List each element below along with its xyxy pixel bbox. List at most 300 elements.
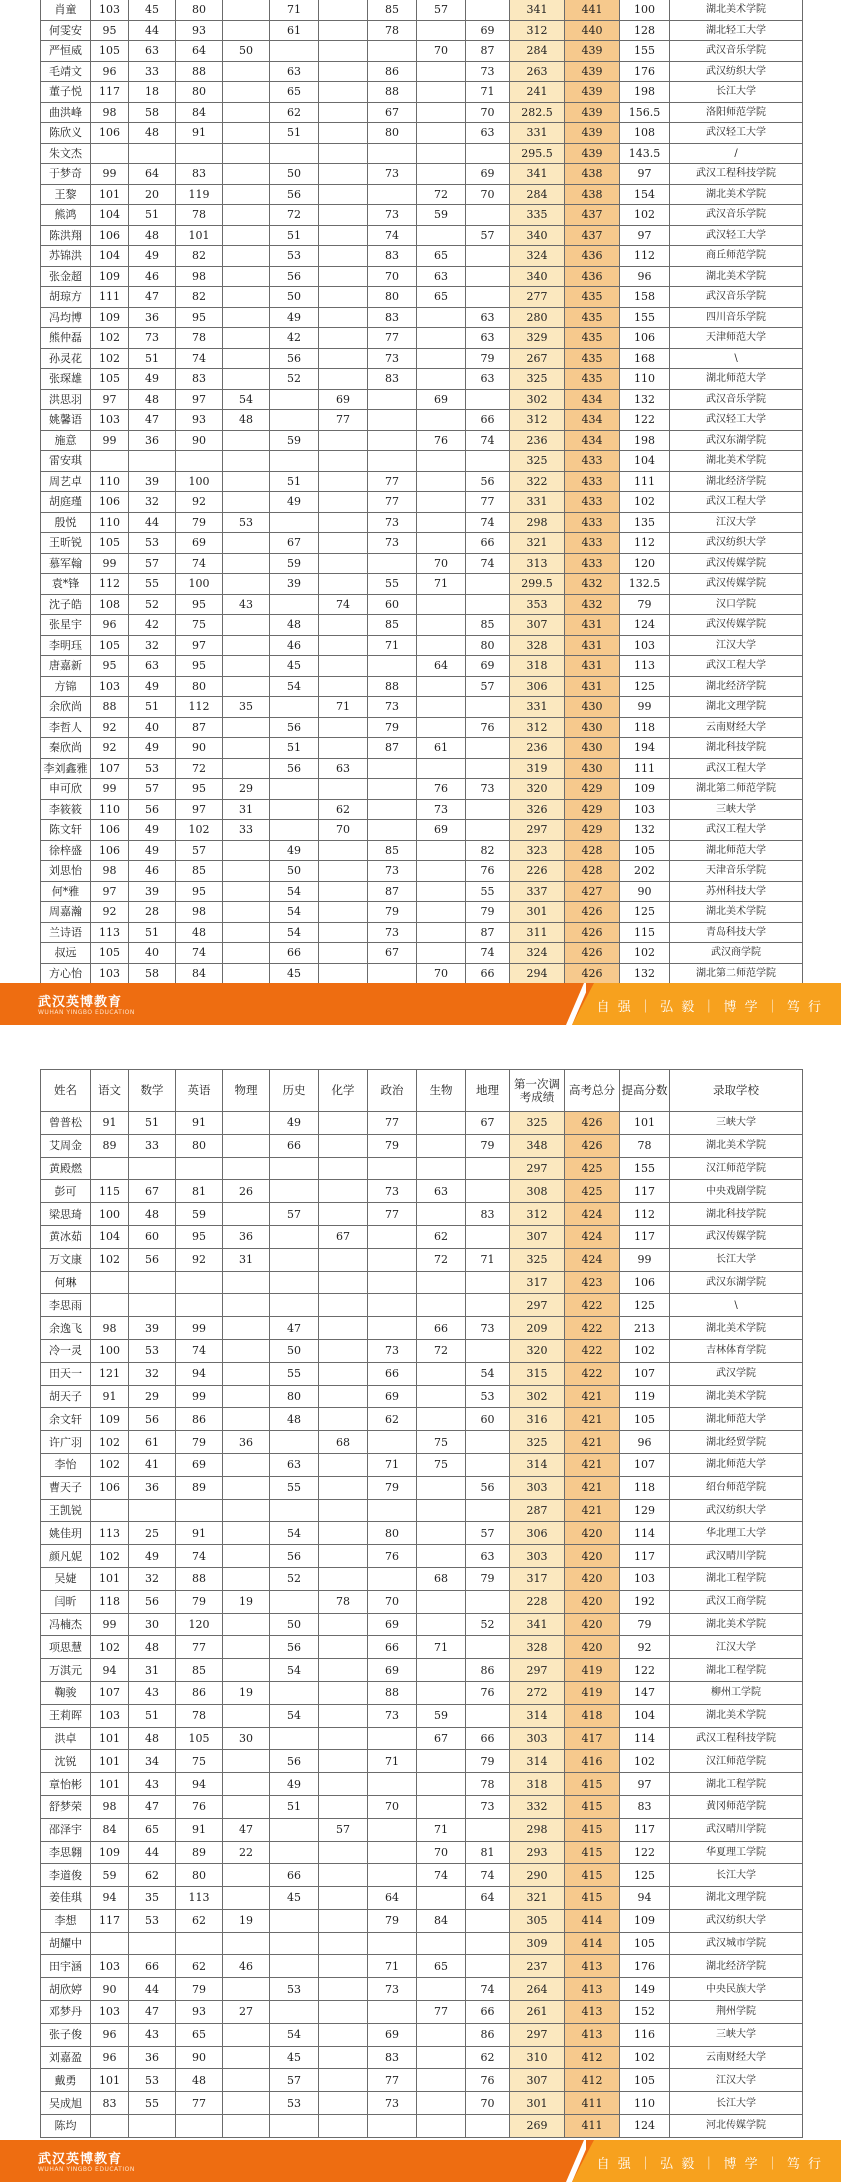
student-name-cell: 李筱筱 <box>41 799 91 820</box>
admitted-school-cell: 湖北工程学院 <box>670 1773 803 1796</box>
table-row <box>41 1955 803 1978</box>
math-cell: 33 <box>129 61 176 82</box>
admitted-school-cell: 湖北美术学院 <box>670 0 803 20</box>
politics-cell: 79 <box>368 902 417 923</box>
chinese-cell <box>91 143 129 164</box>
english-cell: 57 <box>176 840 223 861</box>
geography-cell: 74 <box>466 430 510 451</box>
table-row <box>41 2001 803 2024</box>
geography-cell <box>466 1339 510 1362</box>
admitted-school-cell: 河北传媒学院 <box>670 2115 803 2138</box>
politics-cell <box>368 1499 417 1522</box>
table-row <box>41 1180 803 1203</box>
biology-cell <box>417 533 466 554</box>
politics-cell: 70 <box>368 1590 417 1613</box>
first-mock-score-cell: 341 <box>510 164 565 185</box>
student-name-cell: 鞠骏 <box>41 1681 91 1704</box>
politics-cell: 67 <box>368 102 417 123</box>
gaokao-total-cell: 424 <box>565 1225 620 1248</box>
score-gain-cell: 78 <box>620 1134 670 1157</box>
chinese-cell: 94 <box>91 1659 129 1682</box>
politics-cell: 85 <box>368 840 417 861</box>
math-cell: 51 <box>129 348 176 369</box>
math-cell: 64 <box>129 164 176 185</box>
politics-cell: 88 <box>368 82 417 103</box>
biology-cell <box>417 2023 466 2046</box>
chinese-cell: 104 <box>91 205 129 226</box>
student-name-cell: 曾普松 <box>41 1112 91 1135</box>
chemistry-cell <box>319 20 368 41</box>
table-row <box>41 1909 803 1932</box>
first-mock-score-cell: 297 <box>510 1659 565 1682</box>
biology-cell: 76 <box>417 779 466 800</box>
column-header: 政治 <box>368 1070 417 1112</box>
chinese-cell: 113 <box>91 1522 129 1545</box>
physics-cell: 19 <box>223 1590 270 1613</box>
biology-cell <box>417 328 466 349</box>
gaokao-total-cell: 433 <box>565 553 620 574</box>
student-name-cell: 田天一 <box>41 1362 91 1385</box>
chinese-cell: 98 <box>91 861 129 882</box>
student-name-cell: 曹天子 <box>41 1476 91 1499</box>
table-row <box>41 369 803 390</box>
biology-cell <box>417 1545 466 1568</box>
physics-cell <box>223 102 270 123</box>
english-cell: 82 <box>176 246 223 267</box>
gaokao-total-cell: 418 <box>565 1704 620 1727</box>
admitted-school-cell: 湖北第二师范学院 <box>670 963 803 984</box>
biology-cell <box>417 881 466 902</box>
history-cell: 65 <box>270 82 319 103</box>
score-gain-cell: 132.5 <box>620 574 670 595</box>
score-gain-cell: 125 <box>620 902 670 923</box>
gaokao-total-cell: 437 <box>565 205 620 226</box>
first-mock-score-cell: 264 <box>510 1978 565 2001</box>
english-cell <box>176 143 223 164</box>
math-cell: 66 <box>129 1955 176 1978</box>
gaokao-total-cell: 416 <box>565 1750 620 1773</box>
politics-cell <box>368 820 417 841</box>
physics-cell <box>223 164 270 185</box>
physics-cell <box>223 1499 270 1522</box>
student-name-cell: 张子俊 <box>41 2023 91 2046</box>
chemistry-cell <box>319 676 368 697</box>
admitted-school-cell: 长江大学 <box>670 82 803 103</box>
math-cell: 44 <box>129 512 176 533</box>
student-name-cell: 何雯安 <box>41 20 91 41</box>
math-cell: 43 <box>129 1681 176 1704</box>
geography-cell <box>466 0 510 20</box>
english-cell: 83 <box>176 164 223 185</box>
politics-cell <box>368 656 417 677</box>
history-cell <box>270 779 319 800</box>
table-row <box>41 102 803 123</box>
history-cell: 53 <box>270 246 319 267</box>
first-mock-score-cell: 298 <box>510 512 565 533</box>
score-gain-cell: 120 <box>620 553 670 574</box>
history-cell <box>270 594 319 615</box>
physics-cell <box>223 1636 270 1659</box>
first-mock-score-cell: 314 <box>510 1750 565 1773</box>
history-cell: 53 <box>270 2092 319 2115</box>
admitted-school-cell: 云南财经大学 <box>670 2046 803 2069</box>
chinese-cell: 107 <box>91 758 129 779</box>
admitted-school-cell: 湖北科技学院 <box>670 738 803 759</box>
biology-cell: 71 <box>417 574 466 595</box>
chinese-cell <box>91 1157 129 1180</box>
english-cell: 119 <box>176 184 223 205</box>
gaokao-total-cell: 433 <box>565 451 620 472</box>
gaokao-total-cell: 435 <box>565 307 620 328</box>
biology-cell: 71 <box>417 1818 466 1841</box>
english-cell: 90 <box>176 430 223 451</box>
politics-cell: 64 <box>368 1887 417 1910</box>
admitted-school-cell: 中央民族大学 <box>670 1978 803 2001</box>
math-cell: 62 <box>129 1864 176 1887</box>
math-cell: 28 <box>129 902 176 923</box>
politics-cell: 62 <box>368 1408 417 1431</box>
table-row <box>41 1134 803 1157</box>
history-cell: 63 <box>270 61 319 82</box>
column-header: 提高分数 <box>620 1070 670 1112</box>
history-cell <box>270 820 319 841</box>
admitted-school-cell: 武汉传媒学院 <box>670 574 803 595</box>
student-name-cell: 陈洪翔 <box>41 225 91 246</box>
english-cell: 79 <box>176 1431 223 1454</box>
score-gain-cell: 117 <box>620 1180 670 1203</box>
math-cell: 18 <box>129 82 176 103</box>
column-header: 高考总分 <box>565 1070 620 1112</box>
chinese-cell: 97 <box>91 881 129 902</box>
chinese-cell <box>91 1932 129 1955</box>
chemistry-cell: 78 <box>319 1590 368 1613</box>
chinese-cell: 106 <box>91 820 129 841</box>
geography-cell: 74 <box>466 943 510 964</box>
english-cell: 78 <box>176 1704 223 1727</box>
admitted-school-cell: 湖北文理学院 <box>670 1887 803 1910</box>
chemistry-cell <box>319 1408 368 1431</box>
biology-cell <box>417 164 466 185</box>
geography-cell <box>466 451 510 472</box>
gaokao-total-cell: 424 <box>565 1203 620 1226</box>
geography-cell: 79 <box>466 1750 510 1773</box>
chemistry-cell <box>319 1681 368 1704</box>
physics-cell <box>223 2092 270 2115</box>
history-cell: 71 <box>270 0 319 20</box>
admitted-school-cell: 武汉音乐学院 <box>670 41 803 62</box>
english-cell: 89 <box>176 1841 223 1864</box>
chemistry-cell <box>319 1476 368 1499</box>
first-mock-score-cell: 301 <box>510 902 565 923</box>
score-gain-cell: 92 <box>620 1636 670 1659</box>
gaokao-total-cell: 428 <box>565 861 620 882</box>
column-header: 物理 <box>223 1070 270 1112</box>
score-gain-cell: 97 <box>620 1773 670 1796</box>
student-name-cell: 肖童 <box>41 0 91 20</box>
first-mock-score-cell: 267 <box>510 348 565 369</box>
politics-cell: 73 <box>368 861 417 882</box>
score-gain-cell: 176 <box>620 1955 670 1978</box>
math-cell: 46 <box>129 861 176 882</box>
admitted-school-cell: 汉口学院 <box>670 594 803 615</box>
admitted-school-cell: 湖北工程学院 <box>670 1567 803 1590</box>
biology-cell <box>417 451 466 472</box>
math-cell: 47 <box>129 2001 176 2024</box>
gaokao-total-cell: 433 <box>565 492 620 513</box>
first-mock-score-cell: 302 <box>510 1385 565 1408</box>
biology-cell: 72 <box>417 184 466 205</box>
table-row <box>41 615 803 636</box>
english-cell: 98 <box>176 902 223 923</box>
first-mock-score-cell: 308 <box>510 1180 565 1203</box>
gaokao-total-cell: 413 <box>565 1978 620 2001</box>
chinese-cell: 102 <box>91 328 129 349</box>
table-row <box>41 574 803 595</box>
geography-cell <box>466 205 510 226</box>
admitted-school-cell: 武汉传媒学院 <box>670 1225 803 1248</box>
score-gain-cell: 152 <box>620 2001 670 2024</box>
chinese-cell: 107 <box>91 1681 129 1704</box>
gaokao-total-cell: 429 <box>565 779 620 800</box>
column-header: 录取学校 <box>670 1070 803 1112</box>
chinese-cell <box>91 2115 129 2138</box>
gaokao-total-cell: 422 <box>565 1317 620 1340</box>
student-name-cell: 李刘鑫雅 <box>41 758 91 779</box>
score-gain-cell: 90 <box>620 881 670 902</box>
chemistry-cell <box>319 1704 368 1727</box>
history-cell: 49 <box>270 1112 319 1135</box>
english-cell: 69 <box>176 1453 223 1476</box>
admitted-school-cell: 湖北师范大学 <box>670 840 803 861</box>
physics-cell <box>223 533 270 554</box>
politics-cell <box>368 430 417 451</box>
physics-cell: 35 <box>223 697 270 718</box>
geography-cell: 82 <box>466 840 510 861</box>
english-cell: 79 <box>176 1978 223 2001</box>
geography-cell: 79 <box>466 902 510 923</box>
math-cell: 51 <box>129 1704 176 1727</box>
chemistry-cell: 77 <box>319 410 368 431</box>
biology-cell <box>417 902 466 923</box>
table-row <box>41 20 803 41</box>
score-gain-cell: 168 <box>620 348 670 369</box>
gaokao-total-cell: 435 <box>565 287 620 308</box>
biology-cell <box>417 1157 466 1180</box>
student-name-cell: 王莉晖 <box>41 1704 91 1727</box>
geography-cell: 67 <box>466 1112 510 1135</box>
politics-cell: 73 <box>368 1704 417 1727</box>
math-cell: 36 <box>129 430 176 451</box>
student-name-cell: 胡欣婷 <box>41 1978 91 2001</box>
chemistry-cell <box>319 533 368 554</box>
chinese-cell <box>91 1294 129 1317</box>
history-cell: 51 <box>270 738 319 759</box>
chemistry-cell <box>319 1339 368 1362</box>
math-cell <box>129 2115 176 2138</box>
physics-cell <box>223 963 270 984</box>
english-cell: 89 <box>176 1476 223 1499</box>
politics-cell <box>368 1294 417 1317</box>
physics-cell: 22 <box>223 1841 270 1864</box>
chinese-cell: 97 <box>91 389 129 410</box>
chemistry-cell <box>319 2115 368 2138</box>
student-name-cell: 于梦奇 <box>41 164 91 185</box>
admitted-school-cell: 江汉大学 <box>670 512 803 533</box>
admitted-school-cell: 湖北美术学院 <box>670 902 803 923</box>
biology-cell <box>417 492 466 513</box>
column-header: 语文 <box>91 1070 129 1112</box>
geography-cell <box>466 799 510 820</box>
biology-cell <box>417 840 466 861</box>
chinese-cell: 106 <box>91 225 129 246</box>
geography-cell <box>466 758 510 779</box>
chemistry-cell <box>319 225 368 246</box>
chemistry-cell <box>319 1317 368 1340</box>
english-cell: 101 <box>176 225 223 246</box>
math-cell: 43 <box>129 2023 176 2046</box>
math-cell: 51 <box>129 922 176 943</box>
history-cell <box>270 1294 319 1317</box>
math-cell <box>129 1271 176 1294</box>
table-row <box>41 881 803 902</box>
admitted-school-cell: 湖北经贸学院 <box>670 1431 803 1454</box>
politics-cell: 85 <box>368 615 417 636</box>
history-cell: 56 <box>270 1636 319 1659</box>
score-gain-cell: 105 <box>620 840 670 861</box>
physics-cell <box>223 492 270 513</box>
first-mock-score-cell: 324 <box>510 943 565 964</box>
chemistry-cell: 62 <box>319 799 368 820</box>
gaokao-total-cell: 432 <box>565 574 620 595</box>
student-name-cell: 胡天子 <box>41 1385 91 1408</box>
gaokao-total-cell: 421 <box>565 1431 620 1454</box>
first-mock-score-cell: 314 <box>510 1453 565 1476</box>
first-mock-score-cell: 332 <box>510 1795 565 1818</box>
biology-cell <box>417 1795 466 1818</box>
student-name-cell: 周嘉瀚 <box>41 902 91 923</box>
math-cell: 57 <box>129 779 176 800</box>
biology-cell <box>417 922 466 943</box>
score-gain-cell: 155 <box>620 307 670 328</box>
physics-cell: 50 <box>223 41 270 62</box>
chinese-cell: 103 <box>91 0 129 20</box>
student-name-cell: 张金超 <box>41 266 91 287</box>
score-sheet-page-1 <box>0 0 841 1016</box>
math-cell: 31 <box>129 1659 176 1682</box>
geography-cell: 63 <box>466 307 510 328</box>
student-name-cell: 胡耀中 <box>41 1932 91 1955</box>
first-mock-score-cell: 293 <box>510 1841 565 1864</box>
chinese-cell: 99 <box>91 1613 129 1636</box>
student-name-cell: 舒梦荣 <box>41 1795 91 1818</box>
politics-cell: 70 <box>368 266 417 287</box>
gaokao-total-cell: 431 <box>565 635 620 656</box>
chemistry-cell <box>319 1750 368 1773</box>
english-cell: 95 <box>176 656 223 677</box>
student-name-cell: 余欣尚 <box>41 697 91 718</box>
biology-cell <box>417 943 466 964</box>
physics-cell <box>223 1864 270 1887</box>
admitted-school-cell: 长江大学 <box>670 2092 803 2115</box>
history-cell <box>270 1955 319 1978</box>
geography-cell: 76 <box>466 861 510 882</box>
first-mock-score-cell: 297 <box>510 820 565 841</box>
biology-cell: 59 <box>417 205 466 226</box>
first-mock-score-cell: 348 <box>510 1134 565 1157</box>
first-mock-score-cell: 299.5 <box>510 574 565 595</box>
student-name-cell: 陈欣义 <box>41 123 91 144</box>
gaokao-total-cell: 415 <box>565 1841 620 1864</box>
admitted-school-cell: 武汉东湖学院 <box>670 430 803 451</box>
politics-cell: 77 <box>368 492 417 513</box>
history-cell <box>270 1909 319 1932</box>
student-name-cell: 姚馨语 <box>41 410 91 431</box>
chemistry-cell <box>319 41 368 62</box>
first-mock-score-cell: 302 <box>510 389 565 410</box>
admitted-school-cell: 三峡大学 <box>670 799 803 820</box>
chinese-cell: 105 <box>91 369 129 390</box>
score-gain-cell: 99 <box>620 1248 670 1271</box>
chinese-cell: 96 <box>91 2023 129 2046</box>
table-row <box>41 1248 803 1271</box>
table-row <box>41 717 803 738</box>
score-table-page-2 <box>40 1069 803 2138</box>
score-gain-cell: 114 <box>620 1727 670 1750</box>
physics-cell <box>223 61 270 82</box>
history-cell: 55 <box>270 1476 319 1499</box>
chemistry-cell <box>319 492 368 513</box>
table-row <box>41 205 803 226</box>
history-cell: 51 <box>270 1795 319 1818</box>
english-cell: 74 <box>176 553 223 574</box>
physics-cell <box>223 1453 270 1476</box>
physics-cell <box>223 1476 270 1499</box>
chemistry-cell <box>319 717 368 738</box>
biology-cell <box>417 594 466 615</box>
geography-cell: 64 <box>466 1887 510 1910</box>
admitted-school-cell: 吉林体育学院 <box>670 1339 803 1362</box>
table-row <box>41 779 803 800</box>
first-mock-score-cell: 321 <box>510 533 565 554</box>
politics-cell <box>368 2115 417 2138</box>
score-gain-cell: 111 <box>620 471 670 492</box>
table-header-row <box>41 1070 803 1112</box>
student-name-cell: 叔远 <box>41 943 91 964</box>
table-row <box>41 430 803 451</box>
geography-cell <box>466 1590 510 1613</box>
math-cell: 56 <box>129 799 176 820</box>
geography-cell: 77 <box>466 492 510 513</box>
admitted-school-cell: \ <box>670 348 803 369</box>
physics-cell <box>223 553 270 574</box>
math-cell: 53 <box>129 2069 176 2092</box>
admitted-school-cell: 湖北美术学院 <box>670 1134 803 1157</box>
score-gain-cell: 97 <box>620 225 670 246</box>
physics-cell <box>223 1134 270 1157</box>
physics-cell: 48 <box>223 410 270 431</box>
english-cell: 100 <box>176 574 223 595</box>
score-gain-cell: 83 <box>620 1795 670 1818</box>
biology-cell: 72 <box>417 1339 466 1362</box>
chemistry-cell <box>319 1499 368 1522</box>
english-cell: 80 <box>176 0 223 20</box>
gaokao-total-cell: 421 <box>565 1476 620 1499</box>
geography-cell: 70 <box>466 102 510 123</box>
biology-cell: 65 <box>417 246 466 267</box>
table-row <box>41 820 803 841</box>
student-name-cell: 兰诗语 <box>41 922 91 943</box>
chinese-cell: 96 <box>91 615 129 636</box>
